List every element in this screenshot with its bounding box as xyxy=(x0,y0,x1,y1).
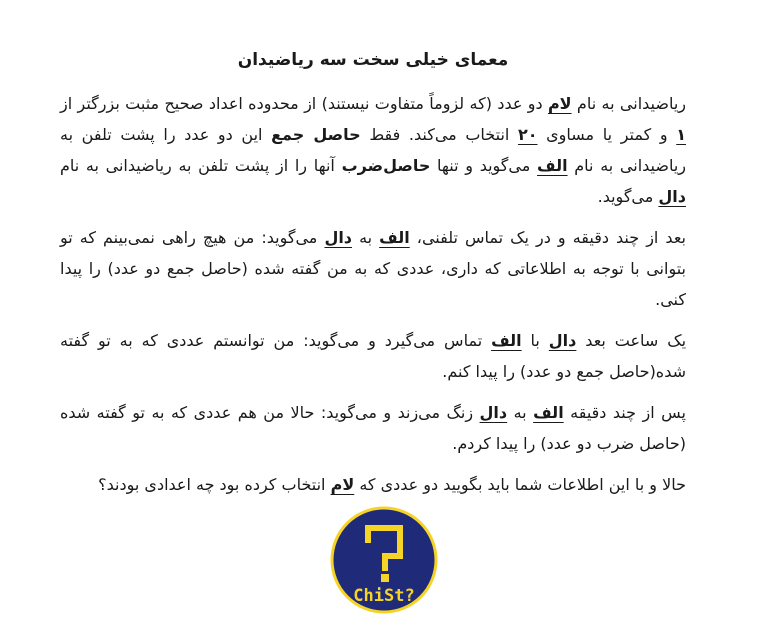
name-alef: الف xyxy=(491,331,522,350)
paragraph-2 xyxy=(60,222,686,315)
name-dal: دال xyxy=(324,228,353,247)
paragraph-5 xyxy=(60,469,686,500)
p1-text-5: این دو عدد را پشت تلفن به ریاضیدانی به نام xyxy=(60,125,687,175)
name-lam: لام xyxy=(330,475,355,494)
number-one: ۱ xyxy=(676,125,686,144)
p4-text-1: پس از چند دقیقه xyxy=(563,403,687,422)
number-twenty: ۲۰ xyxy=(517,125,538,144)
p1-text-6: می‌گوید و تنها xyxy=(430,156,538,175)
p1-text-3: و کمتر یا مساوی xyxy=(537,125,677,144)
p5-text-2: انتخاب کرده بود چه اعدادی بودند؟ xyxy=(98,475,331,494)
name-lam: لام xyxy=(547,94,572,113)
p2-text-1: بعد از چند دقیقه و در یک تماس تلفنی، xyxy=(409,228,686,247)
logo-text: ChiSt? xyxy=(353,586,415,606)
p5-text-1: حالا و با این اطلاعات شما باید بگویید دو عددی که xyxy=(354,475,686,494)
p1-text-7: آنها را از پشت تلفن به ریاضیدانی به نام xyxy=(60,156,342,175)
product-term: حاصل‌ضرب xyxy=(341,156,431,175)
p2-text-2: به xyxy=(352,228,380,247)
paragraph-3 xyxy=(60,325,686,387)
p1-text-2: دو عدد (که لزوماً متفاوت نیستند) از محدوده اعداد صحیح مثبت بزرگتر از xyxy=(60,94,548,113)
p1-text-4: انتخاب می‌کند. فقط xyxy=(360,125,518,144)
sum-term: حاصل جمع xyxy=(271,125,361,144)
paragraph-4 xyxy=(60,397,686,459)
chist-logo-graphic xyxy=(330,506,438,614)
chist-logo xyxy=(330,506,438,614)
p4-text-2: به xyxy=(507,403,534,422)
name-alef: الف xyxy=(533,403,564,422)
article xyxy=(60,46,686,510)
p1-text-8: می‌گوید. xyxy=(597,187,659,206)
p3-text-3: تماس می‌گیرد و می‌گوید: من توانستم عددی که به تو گفته شده(حاصل جمع دو عدد) را پیدا کنم. xyxy=(60,331,686,381)
page-title: معمای خیلی سخت سه ریاضیدان xyxy=(237,50,509,70)
p3-text-2: با xyxy=(521,331,549,350)
paragraph-1 xyxy=(60,88,686,212)
name-dal: دال xyxy=(548,331,577,350)
p3-text-1: یک ساعت بعد xyxy=(576,331,687,350)
name-dal: دال xyxy=(479,403,508,422)
name-dal: دال xyxy=(658,187,686,206)
p2-text-3: می‌گوید: من هیچ راهی نمی‌بینم که تو بتوانی با توجه به اطلاعاتی که داری، عددی که به من گفته شده (حاصل جمع دو عدد) را پیدا کنی. xyxy=(60,228,686,309)
name-alef: الف xyxy=(537,156,568,175)
name-alef: الف xyxy=(379,228,410,247)
p1-text-1: ریاضیدانی به نام xyxy=(571,94,686,113)
p4-text-3: زنگ می‌زند و می‌گوید: حالا من هم عددی که به تو گفته شده (حاصل ضرب دو عدد) را پیدا کردم. xyxy=(60,403,686,453)
